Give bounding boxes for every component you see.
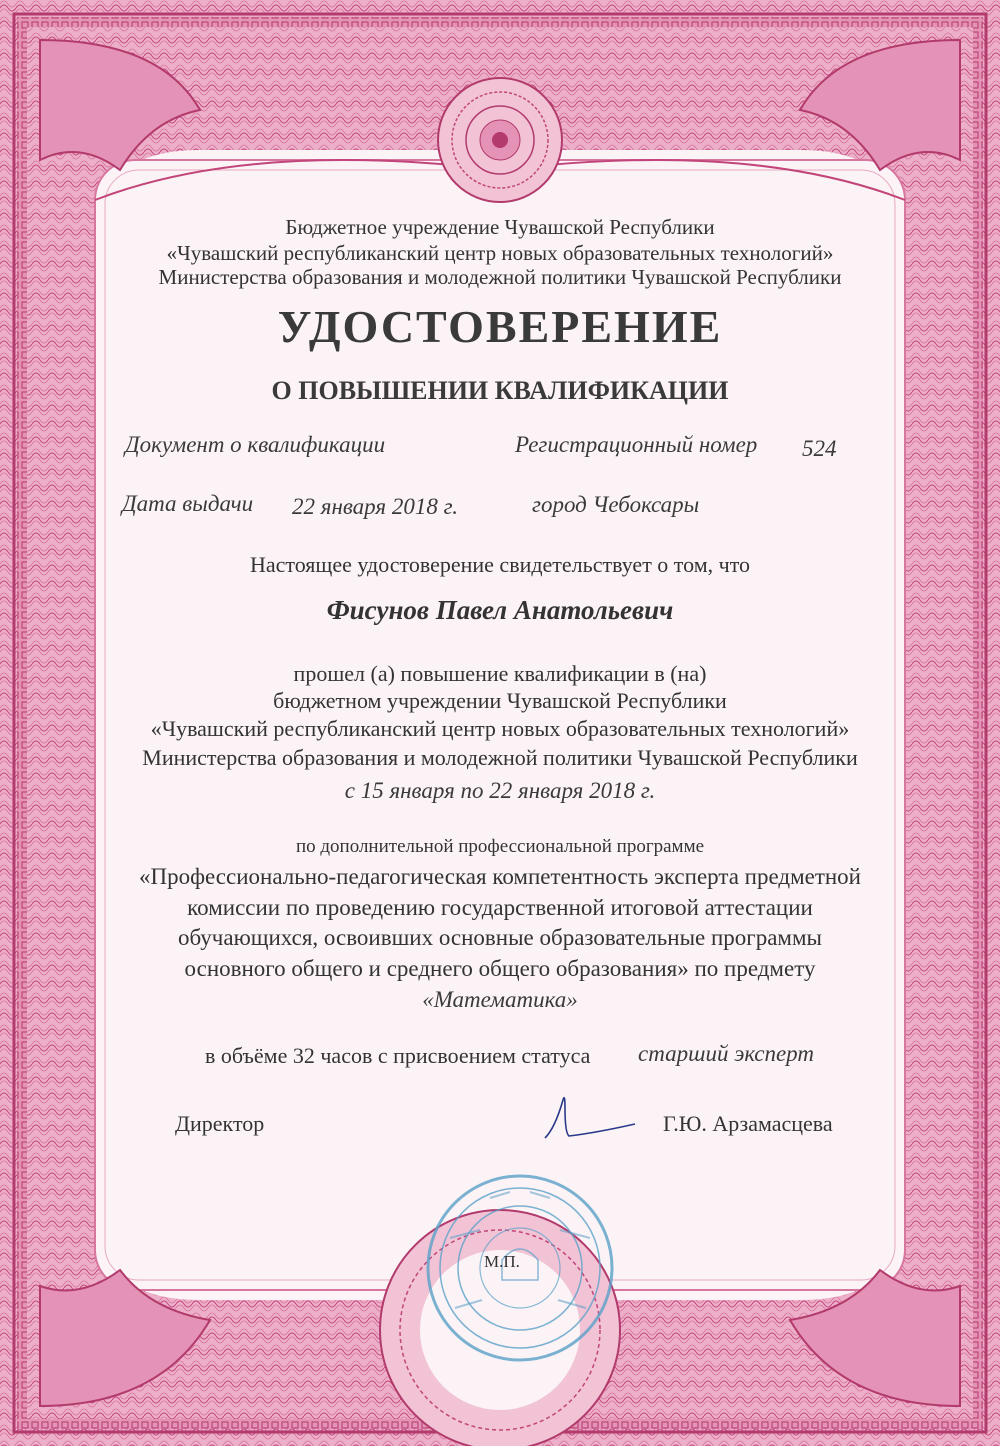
registration-number: 524	[802, 436, 837, 461]
document-label: Документ о квалификации	[125, 432, 386, 457]
issue-date-label: Дата выдачи	[122, 491, 254, 516]
training-line-1: прошел (а) повышение квалификации в (на)	[293, 661, 707, 686]
signature-mark	[535, 1088, 645, 1148]
training-line-2: бюджетном учреждении Чувашской Республики	[273, 688, 727, 713]
document-subtitle: О ПОВЫШЕНИИ КВАЛИФИКАЦИИ	[271, 376, 729, 405]
document-title: УДОСТОВЕРЕНИЕ	[277, 301, 723, 352]
issue-city: город Чебоксары	[532, 492, 700, 517]
header-line-2: «Чувашский республиканский центр новых образовательных технологий»	[166, 241, 834, 265]
training-line-3: «Чувашский республиканский центр новых образовательных технологий»	[150, 716, 850, 741]
program-subject: «Математика»	[422, 987, 578, 1012]
director-name: Г.Ю. Арзамасцева	[663, 1111, 833, 1136]
header-line-1: Бюджетное учреждение Чувашской Республики	[285, 215, 715, 239]
header-line-3: Министерства образования и молодежной политики Чувашской Республики	[158, 265, 842, 289]
program-line-4: основного общего и среднего общего образования» по предмету	[184, 956, 816, 981]
program-line-2: комиссии по проведению государственной итоговой аттестации	[187, 895, 813, 920]
program-intro: по дополнительной профессиональной программе	[295, 836, 705, 857]
status-value: старший эксперт	[638, 1041, 814, 1066]
certifies-text: Настоящее удостоверение свидетельствует о том, что	[249, 552, 751, 577]
training-period: с 15 января по 22 января 2018 г.	[344, 778, 656, 803]
program-line-1: «Профессионально-педагогическая компетентность эксперта предметной	[139, 864, 861, 889]
holder-name: Фисунов Павел Анатольевич	[326, 595, 674, 625]
stamp-place-label: М.П.	[484, 1252, 520, 1271]
issue-date: 22 января 2018 г.	[292, 494, 458, 519]
training-line-4: Министерства образования и молодежной политики Чувашской Республики	[142, 745, 858, 770]
director-label: Директор	[175, 1111, 265, 1136]
volume-text: в объёме 32 часов с присвоением статуса	[205, 1043, 591, 1068]
official-stamp	[420, 1168, 620, 1368]
program-line-3: обучающихся, освоивших основные образовательные программы	[177, 925, 822, 950]
registration-number-label: Регистрационный номер	[515, 432, 758, 457]
